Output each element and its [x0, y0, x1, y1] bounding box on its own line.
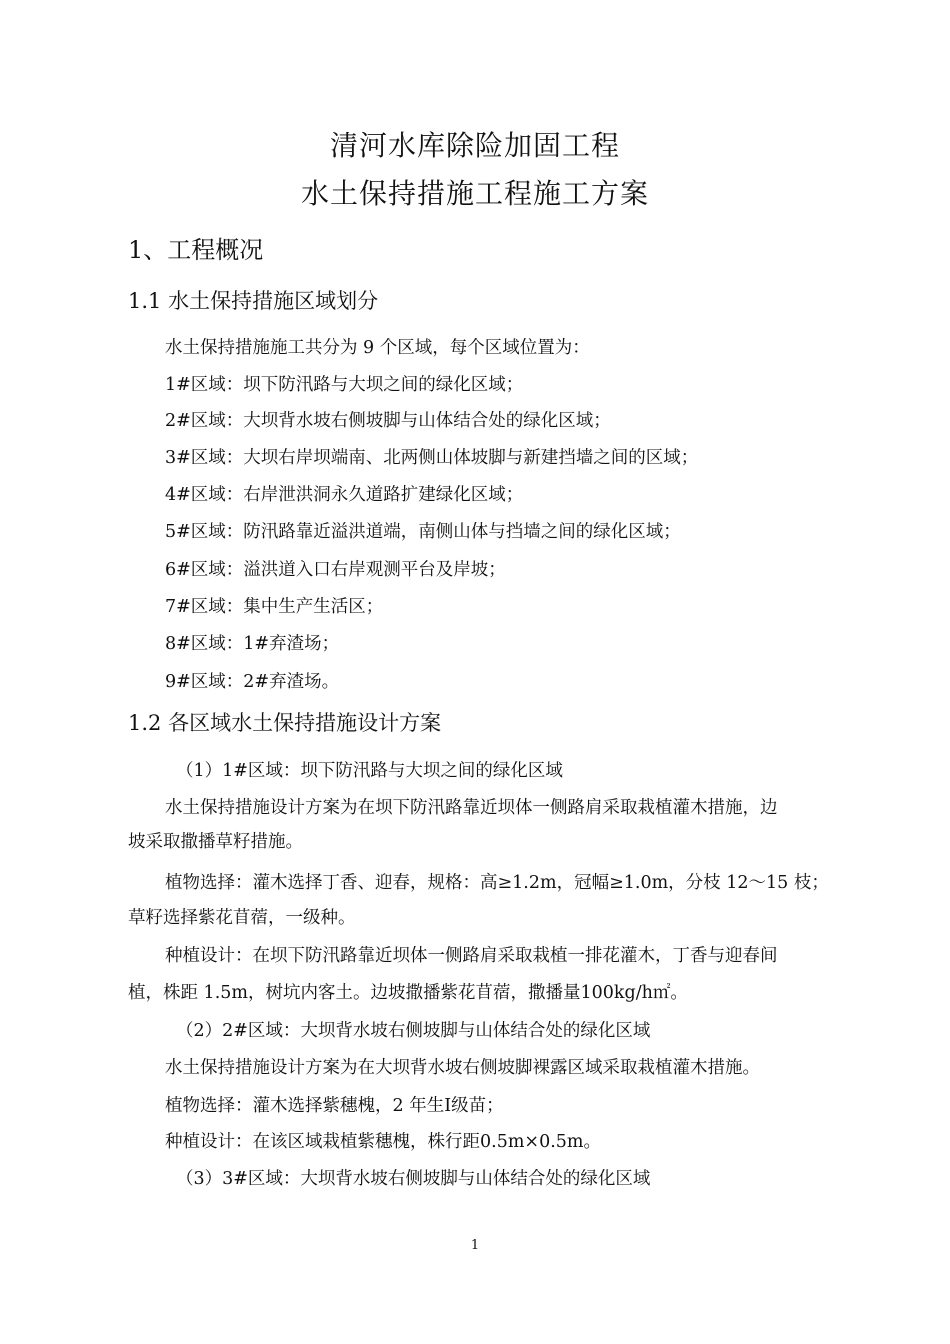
item-3-title: （3）3#区域：大坝背水坡右侧坡脚与山体结合处的绿化区域 [176, 1169, 651, 1189]
zone-item-4: 4#区域：右岸泄洪洞永久道路扩建绿化区域； [165, 485, 524, 505]
zone-item-3: 3#区域：大坝右岸坝端南、北两侧山体坡脚与新建挡墙之间的区域； [165, 448, 699, 468]
document-title-line1: 清河水库除险加固工程 [329, 129, 620, 162]
zones-intro: 水土保持措施施工共分为 9 个区域，每个区域位置为： [165, 338, 590, 358]
page-number: 1 [470, 1238, 480, 1253]
zone-item-1: 1#区域：坝下防汛路与大坝之间的绿化区域； [165, 375, 524, 395]
item-1-plant-line2: 草籽选择紫花苜蓿，一级种。 [128, 908, 356, 928]
item-1-design-line2: 植，株距 1.5m，树坑内客土。边坡撒播紫花苜蓿，撒播量100kg/h㎡。 [128, 983, 688, 1003]
item-2-plant: 植物选择：灌木选择紫穗槐，2 年生Ⅰ级苗； [165, 1096, 504, 1116]
zone-item-9: 9#区域：2#弃渣场。 [165, 672, 340, 692]
section-1-2-heading: 1.2 各区域水土保持措施设计方案 [128, 711, 442, 735]
zone-item-6: 6#区域：溢洪道入口右岸观测平台及岸坡； [165, 560, 506, 580]
item-1-plant-line1: 植物选择：灌木选择丁香、迎春，规格：高≥1.2m，冠幅≥1.0m，分枝 12～15 枝； [165, 873, 829, 893]
item-1-title: （1）1#区域：坝下防汛路与大坝之间的绿化区域 [176, 761, 563, 781]
item-2-design: 种植设计：在该区域栽植紫穗槐，株行距0.5m×0.5m。 [165, 1132, 602, 1152]
section-1-1-heading: 1.1 水土保持措施区域划分 [128, 289, 379, 313]
zone-item-8: 8#区域：1#弃渣场； [165, 634, 340, 654]
section-1-heading: 1、工程概况 [128, 236, 264, 264]
item-2-plan: 水土保持措施设计方案为在大坝背水坡右侧坡脚裸露区域采取栽植灌木措施。 [165, 1058, 760, 1078]
document-title-line2: 水土保持措施工程施工方案 [300, 177, 649, 210]
zone-item-7: 7#区域：集中生产生活区； [165, 597, 384, 617]
zone-item-2: 2#区域：大坝背水坡右侧坡脚与山体结合处的绿化区域； [165, 411, 611, 431]
item-1-design-line1: 种植设计：在坝下防汛路靠近坝体一侧路肩采取栽植一排花灌木，丁香与迎春间 [165, 946, 778, 966]
item-2-title: （2）2#区域：大坝背水坡右侧坡脚与山体结合处的绿化区域 [176, 1021, 651, 1041]
zone-item-5: 5#区域：防汛路靠近溢洪道端，南侧山体与挡墙之间的绿化区域； [165, 522, 681, 542]
item-1-plan-line2: 坡采取撒播草籽措施。 [128, 832, 303, 852]
item-1-plan-line1: 水土保持措施设计方案为在坝下防汛路靠近坝体一侧路肩采取栽植灌木措施，边 [165, 798, 778, 818]
